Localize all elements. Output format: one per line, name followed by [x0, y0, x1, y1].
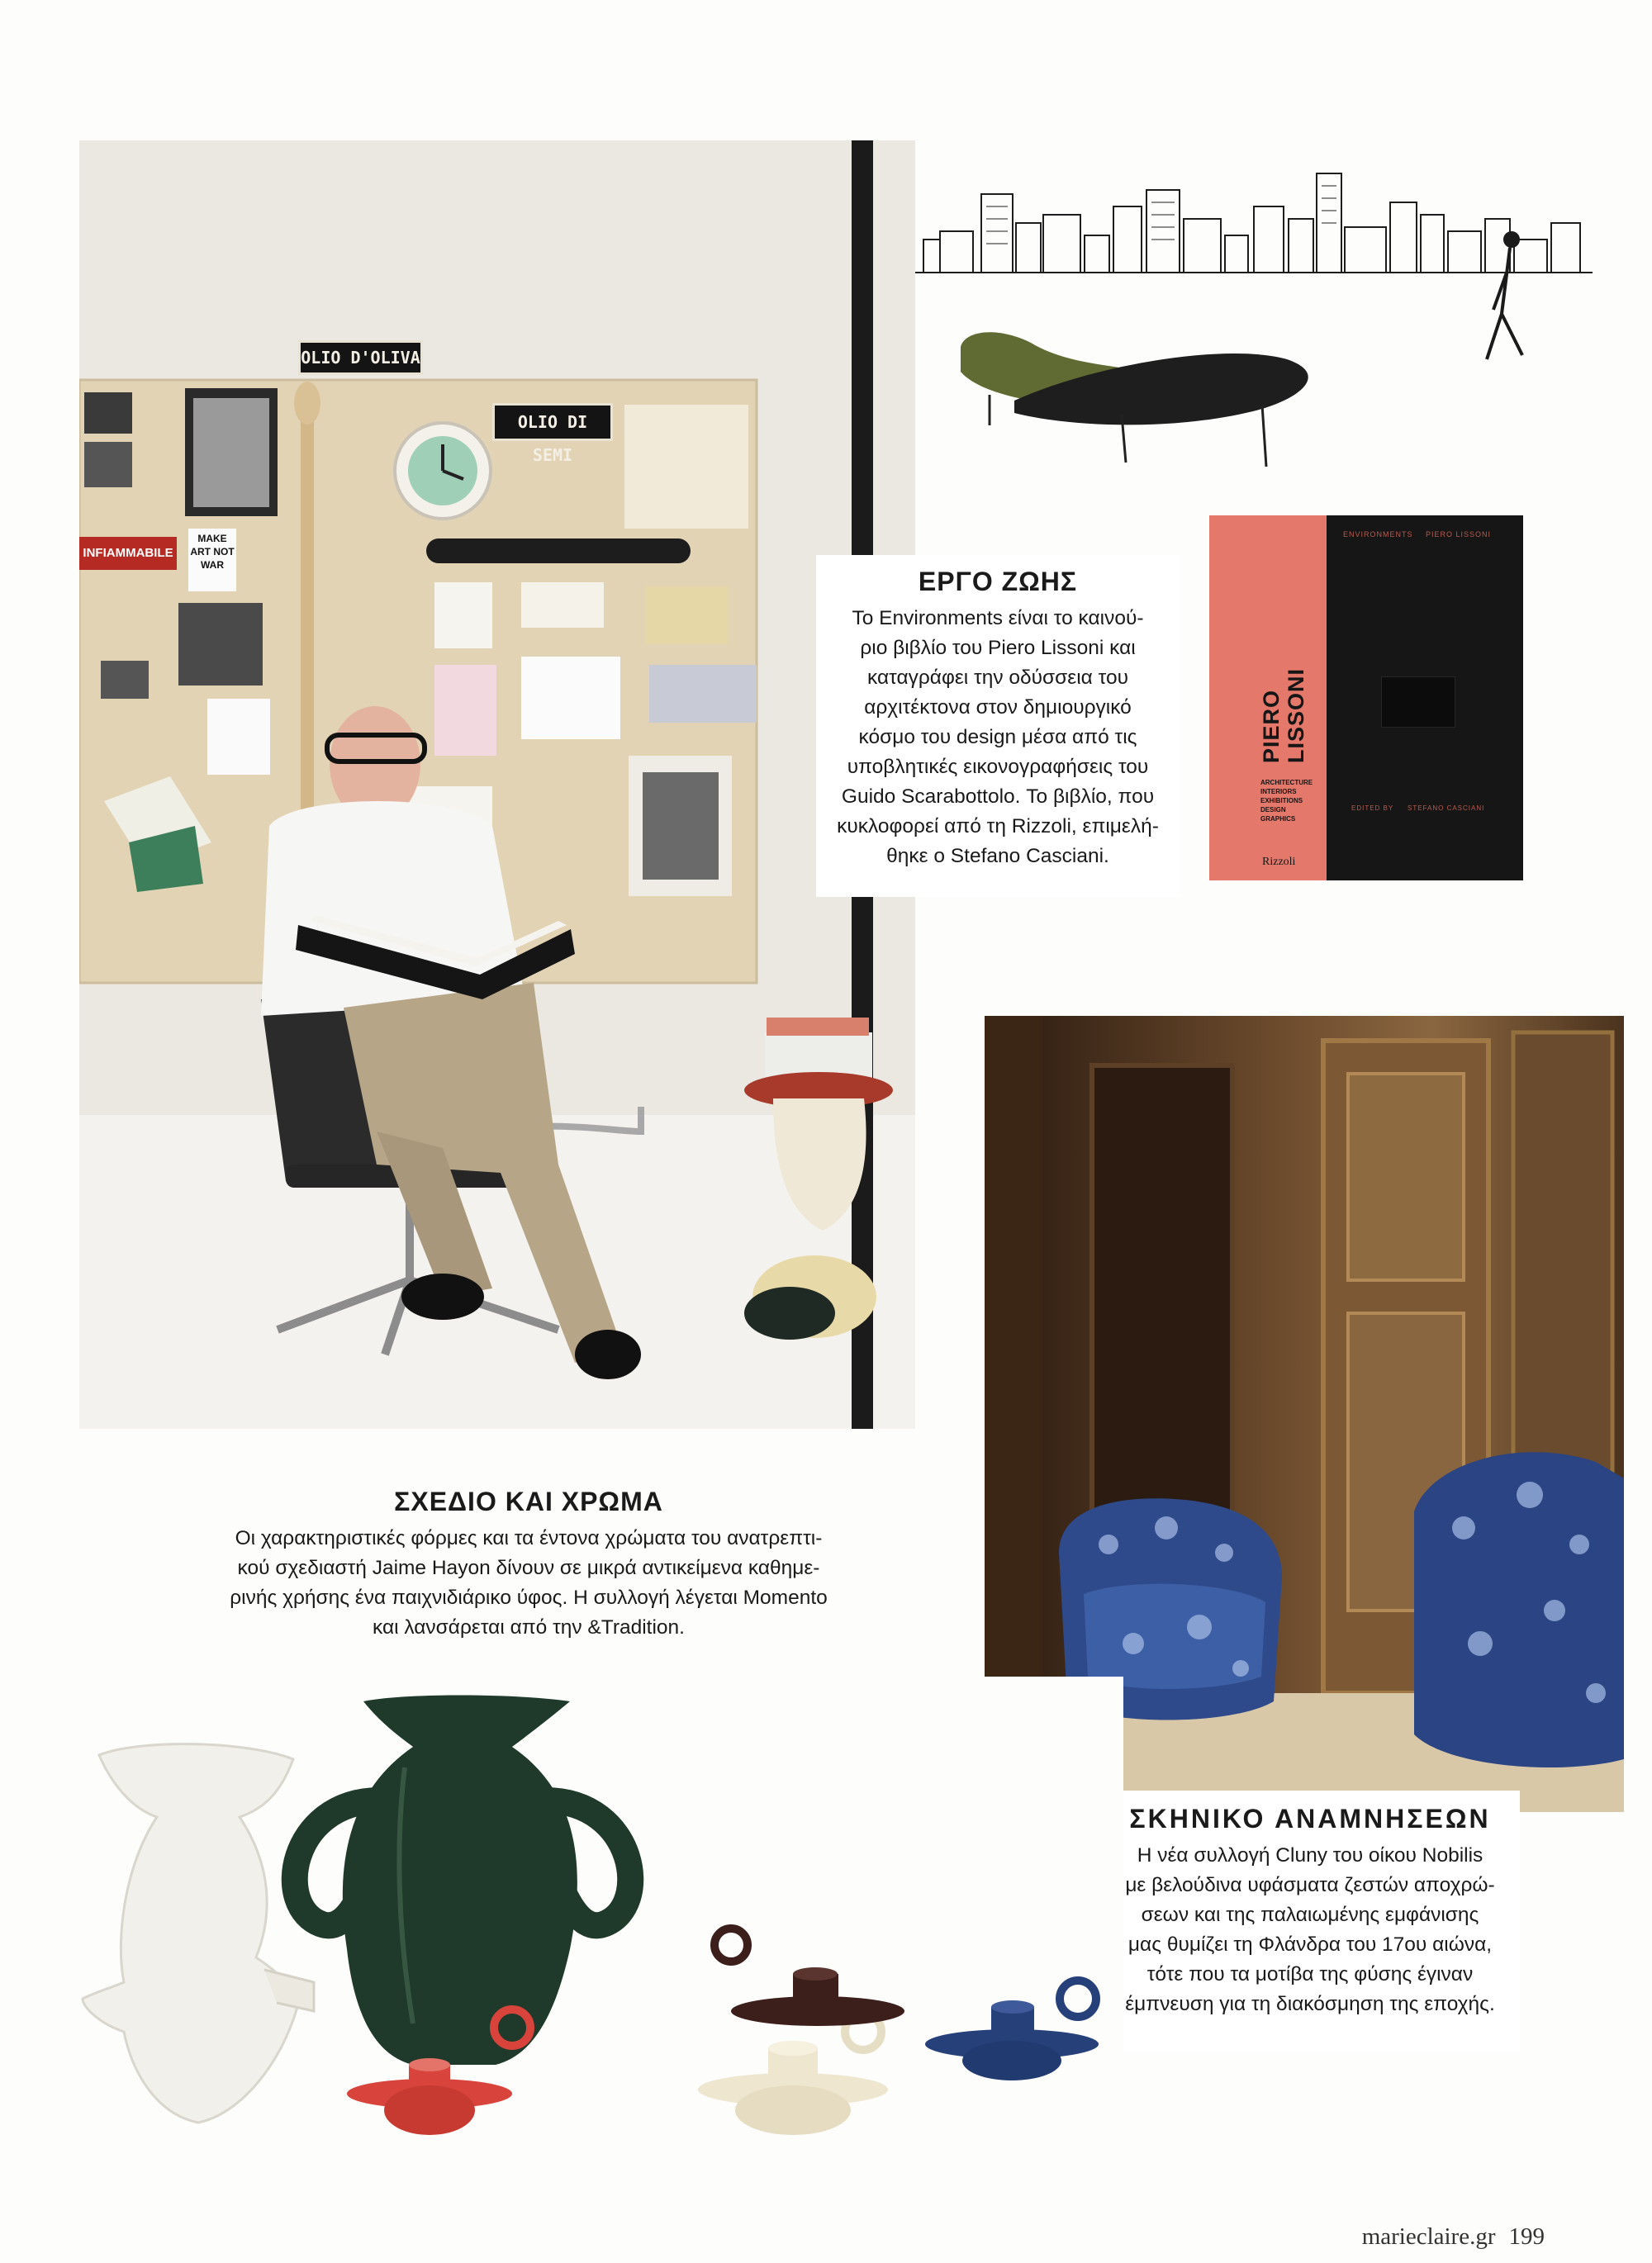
page-footer: [1349, 2223, 1545, 2251]
book-author-last: LISSONI: [1284, 667, 1308, 763]
book-subject: ARCHITECTURE: [1260, 779, 1313, 786]
sign-olio-doliva: OLIO D'OLIVA: [298, 340, 423, 375]
caption-lissoni-title: ΕΡΓΟ ΖΩΗΣ: [918, 567, 1078, 596]
caption-lissoni-line: κόσμο του design μέσα από τις: [858, 726, 1137, 748]
caption-lissoni-line: αρχιτέκτονα στον δημιουργικό: [864, 696, 1132, 719]
caption-hayon: [132, 1487, 925, 1643]
caption-lissoni-line: υποβλητικές εικονογραφήσεις του: [847, 756, 1149, 778]
book-subject: GRAPHICS: [1260, 815, 1296, 823]
skyline-and-chaise: [915, 157, 1593, 512]
caption-nobilis-line: μας θυμίζει τη Φλάνδρα του 17ου αιώνα,: [1127, 1933, 1493, 1956]
book-top-line-right: PIERO LISSONI: [1426, 530, 1492, 538]
book-subject: EXHIBITIONS: [1260, 797, 1303, 804]
caption-hayon-line: και λανσάρεται από την &Tradition.: [373, 1616, 685, 1639]
momento-vases-photo: [50, 1677, 1123, 2172]
caption-lissoni-line: θηκε ο Stefano Casciani.: [886, 845, 1109, 867]
sign-make-art-not-war: MAKE ART NOT WAR: [188, 529, 236, 591]
caption-lissoni-line: Guido Scarabottolo. Το βιβλίο, που: [841, 785, 1155, 808]
caption-hayon-line: ρινής χρήσης ένα παιχνιδιάρικο ύφος. Η συλλογή λέγεται Momento: [230, 1587, 828, 1609]
book-subjects: [1260, 778, 1313, 823]
caption-hayon-line: κού σχεδιαστή Jaime Hayon δίνουν σε μικρά αντικείμενα καθημε-: [237, 1557, 820, 1579]
book-publisher: Rizzoli: [1262, 856, 1296, 868]
caption-nobilis-title: ΣΚΗΝΙΚΟ ΑΝΑΜΝΗΣΕΩΝ: [1129, 1804, 1491, 1834]
book-subject: INTERIORS: [1260, 788, 1297, 795]
sign-infiammabile: INFIAMMABILE: [79, 537, 177, 570]
skyline-illustration: [915, 157, 1593, 512]
caption-lissoni: [816, 555, 1180, 897]
book-dark-emblem: [1381, 676, 1455, 728]
caption-nobilis-line: έμπνευση για τη διακόσμηση της εποχής.: [1125, 1993, 1495, 2015]
caption-nobilis-line: με βελούδινα υφάσματα ζεστών αποχρώ-: [1125, 1874, 1495, 1896]
caption-nobilis-line: Η νέα συλλογή Cluny του οίκου Nobilis: [1137, 1844, 1483, 1867]
caption-lissoni-line: Το Environments είναι το καινού-: [852, 607, 1144, 629]
caption-nobilis: [1100, 1791, 1520, 2052]
page-number: 199: [1508, 2223, 1545, 2250]
caption-lissoni-line: κυκλοφορεί από τη Rizzoli, επιμελή-: [837, 815, 1159, 837]
book-bottom-left: EDITED BY: [1351, 804, 1394, 812]
caption-lissoni-line: καταγράφει την οδύσσεια του: [867, 667, 1128, 689]
caption-lissoni-line: ριο βιβλίο του Piero Lissoni και: [860, 637, 1136, 659]
book-author-first: PIERO: [1259, 689, 1284, 763]
sign-olio-di-semi: OLIO DI SEMI: [492, 403, 613, 441]
caption-nobilis-line: τότε που τα μοτίβα της φύσης έγιναν: [1146, 1963, 1474, 1985]
book-subject: DESIGN: [1260, 806, 1286, 814]
momento-vases-scene: [50, 1677, 1123, 2172]
caption-hayon-title: ΣΧΕΔΙΟ ΚΑΙ ΧΡΩΜΑ: [394, 1487, 663, 1516]
footer-site: marieclaire.gr: [1361, 2223, 1496, 2250]
book-cover-environments: [1209, 515, 1523, 880]
book-top-line-left: ENVIRONMENTS: [1343, 530, 1413, 538]
caption-hayon-line: Οι χαρακτηριστικές φόρμες και τα έντονα χρώματα του ανατρεπτι-: [235, 1527, 823, 1549]
studio-scene: [79, 140, 915, 1429]
caption-nobilis-line: σεων και της παλαιωμένης εμφάνισης: [1141, 1904, 1479, 1926]
book-bottom-right: STEFANO CASCIANI: [1408, 804, 1485, 812]
book-author-title: [1259, 581, 1308, 763]
lissoni-studio-photo: [79, 140, 915, 1429]
